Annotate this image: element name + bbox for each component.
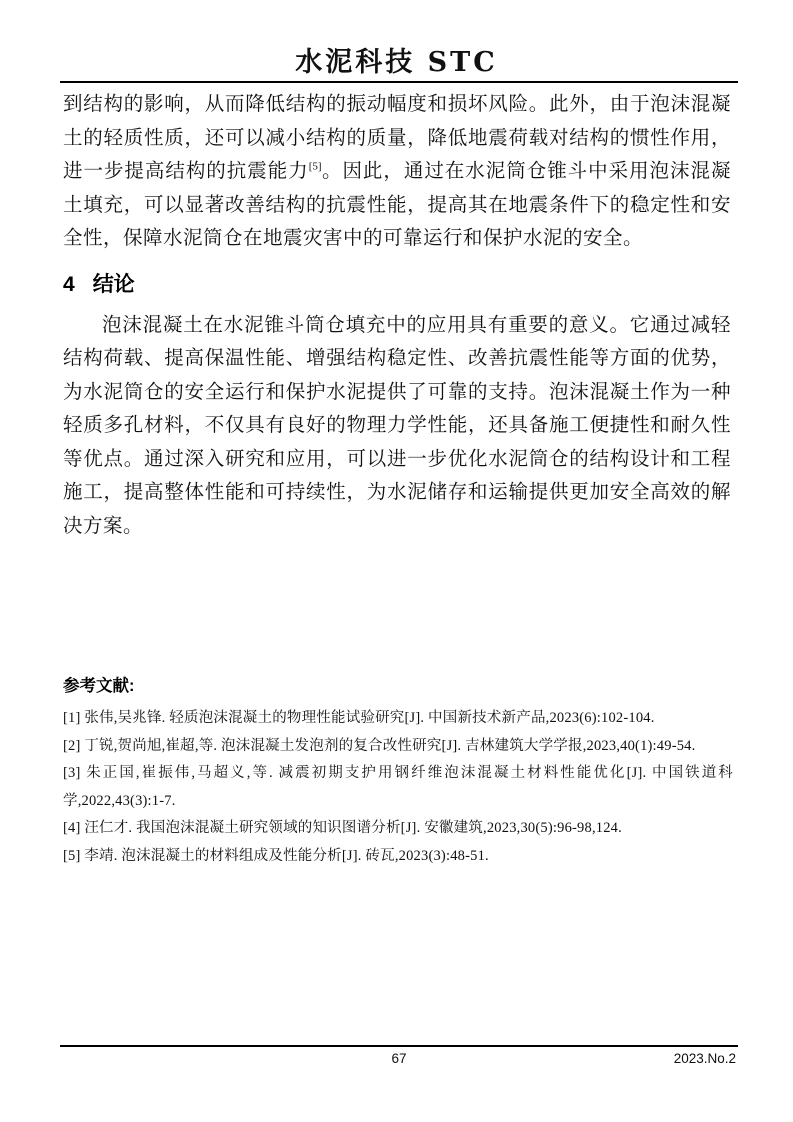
reference-item-1: [1] 张伟,吴兆锋. 轻质泡沫混凝土的物理性能试验研究[J]. 中国新技术新产品,2023(6):102-104. [63, 710, 655, 726]
section-heading-conclusion [63, 270, 731, 300]
issue-label: 2023.No.2 [673, 1051, 736, 1066]
references-heading: 参考文献: [63, 677, 135, 695]
reference-item-5: [5] 李靖. 泡沫混凝土的材料组成及性能分析[J]. 砖瓦,2023(3):48-51. [63, 847, 489, 864]
header-rule [60, 81, 738, 83]
references-section [63, 675, 733, 870]
para1-text-after-citation: 。因此，通过在水泥筒仓锥斗中采用泡沫混凝土填充，可以显著改善结构的抗震性能，提高其在地震条件下的稳定性和安全性，保障水泥筒仓在地震灾害中的可靠运行和保护水泥的安全。 [63, 161, 731, 249]
reference-item-4: [4] 汪仁才. 我国泡沫混凝土研究领域的知识图谱分析[J]. 安徽建筑,2023,30(5):96-98,124. [63, 820, 622, 836]
page-footer [60, 1045, 738, 1073]
paragraph-conclusion: 泡沫混凝土在水泥锥斗筒仓填充中的应用具有重要的意义。它通过减轻结构荷载、提高保温性能、增强结构稳定性、改善抗震性能等方面的优势，为水泥筒仓的安全运行和保护水泥提供了可靠的支持。泡沫混凝土作为一种轻质多孔材料，不仅具有良好的物理力学性能，还具备施工便捷性和耐久性等优点。通过深入研究和应用，可以进一步优化水泥筒仓的结构设计和工程施工，提高整体性能和可持续性，为水泥储存和运输提供更加安全高效的解决方案。 [63, 314, 731, 537]
journal-header-title: 水泥科技 STC [295, 47, 498, 78]
paragraph-continuation [63, 88, 731, 256]
reference-item-3: [3] 朱正国,崔振伟,马超义,等. 减震初期支护用钢纤维泡沫混凝土材料性能优化[J]. 中国铁道科学,2022,43(3):1-7. [63, 765, 733, 809]
para1-text-before-citation: 到结构的影响，从而降低结构的振动幅度和损坏风险。此外，由于泡沫混凝土的轻质性质，还可以减小结构的质量，降低地震荷载对结构的惯性作用，进一步提高结构的抗震能力 [63, 94, 731, 182]
section-title: 结论 [92, 272, 135, 296]
reference-item-2: [2] 丁锐,贺尚旭,崔超,等. 泡沫混凝土发泡剂的复合改性研究[J]. 吉林建筑大学学报,2023,40(1):49-54. [63, 737, 696, 754]
section-number: 4 [63, 272, 75, 296]
main-text-column [63, 88, 731, 543]
page-number: 67 [391, 1051, 407, 1066]
citation-superscript-5: [5] [308, 160, 322, 173]
